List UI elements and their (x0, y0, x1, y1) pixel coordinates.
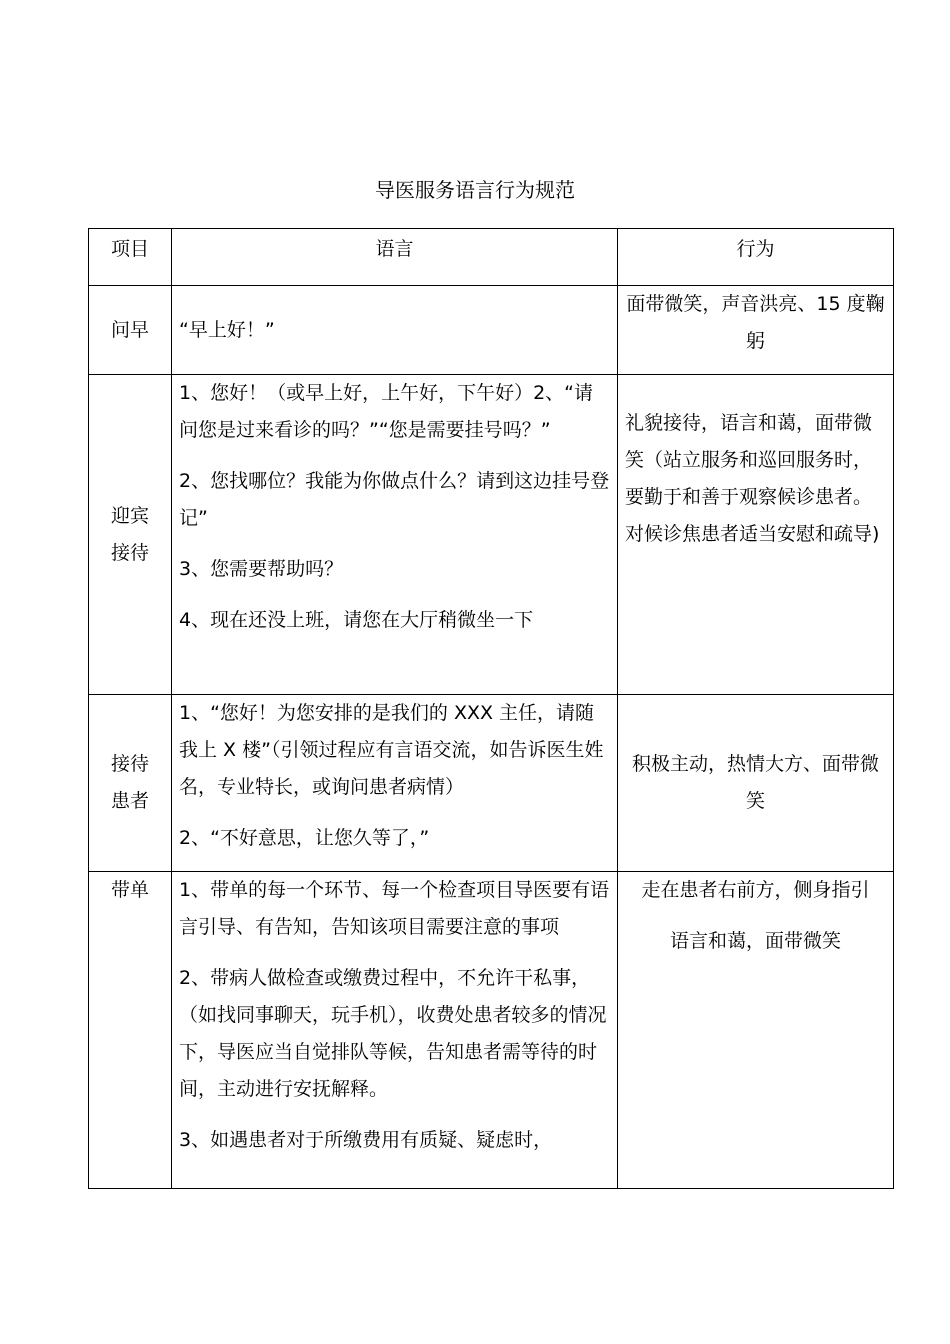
language-paragraph: 2、带病人做检查或缴费过程中，不允许干私事，（如找同事聊天，玩手机），收费处患者较多的情况下，导医应当自觉排队等候，告知患者需等待的时间，主动进行安抚解释。 (179, 967, 607, 1100)
behavior-paragraph: 积极主动，热情大方、面带微笑 (631, 753, 879, 812)
table-row (89, 872, 894, 1189)
language-paragraph: 1、您好！（或早上好，上午好，下午好）2、“请问您是过来看诊的吗？”“您是需要挂号吗？” (179, 382, 594, 441)
row-item-line: 患者 (110, 790, 149, 812)
behavior-paragraph: 礼貌接待，语言和蔼，面带微笑（站立服务和巡回服务时，要勤于和善于观察候诊患者。对候诊焦患者适当安慰和疏导) (625, 412, 880, 545)
language-paragraph: “早上好！” (179, 318, 275, 341)
header-language: 语言 (172, 229, 618, 286)
row-item-line: 接待 (110, 753, 149, 775)
language-paragraph: 2、“不好意思，让您久等了，” (179, 827, 430, 849)
table-row (89, 286, 894, 375)
row-item-line: 迎宾 (110, 504, 149, 527)
language-paragraph: 1、带单的每一个环节、每一个检查项目导医要有语言引导、有告知，告知该项目需要注意的事项 (179, 879, 610, 938)
row-behavior (618, 286, 894, 375)
page-title: 导医服务语言行为规范 (375, 178, 575, 202)
row-behavior (618, 375, 894, 695)
row-item (89, 872, 172, 1189)
header-row (89, 229, 894, 286)
behavior-paragraph: 语言和蔼，面带微笑 (669, 930, 841, 952)
language-paragraph: 3、如遇患者对于所缴费用有质疑、疑虑时， (179, 1129, 553, 1151)
language-paragraph: 3、您需要帮助吗？ (179, 558, 344, 580)
row-behavior (618, 872, 894, 1189)
row-item-line: 带单 (110, 879, 149, 901)
norms-table (88, 228, 894, 1189)
row-behavior (618, 695, 894, 872)
row-item-line: 问早 (110, 318, 149, 341)
row-item-line: 接待 (110, 541, 149, 564)
row-item (89, 286, 172, 375)
row-item (89, 695, 172, 872)
behavior-paragraph: 面带微笑，声音洪亮、15 度鞠躬 (626, 293, 885, 352)
row-language (172, 695, 618, 872)
row-language (172, 375, 618, 695)
row-language (172, 286, 618, 375)
header-behavior: 行为 (618, 229, 894, 286)
row-language (172, 872, 618, 1189)
table-row (89, 695, 894, 872)
language-paragraph: 1、“您好！为您安排的是我们的 XXX 主任，请随我上 X 楼”（引领过程应有言语交流，如告诉医生姓名，专业特长，或询问患者病情） (179, 702, 604, 798)
behavior-paragraph: 走在患者右前方，侧身指引 (641, 879, 870, 901)
table-row (89, 375, 894, 695)
header-item: 项目 (89, 229, 172, 286)
language-paragraph: 4、现在还没上班，请您在大厅稍微坐一下 (179, 609, 534, 631)
language-paragraph: 2、您找哪位？我能为你做点什么？请到这边挂号登记” (179, 470, 610, 529)
row-item (89, 375, 172, 695)
